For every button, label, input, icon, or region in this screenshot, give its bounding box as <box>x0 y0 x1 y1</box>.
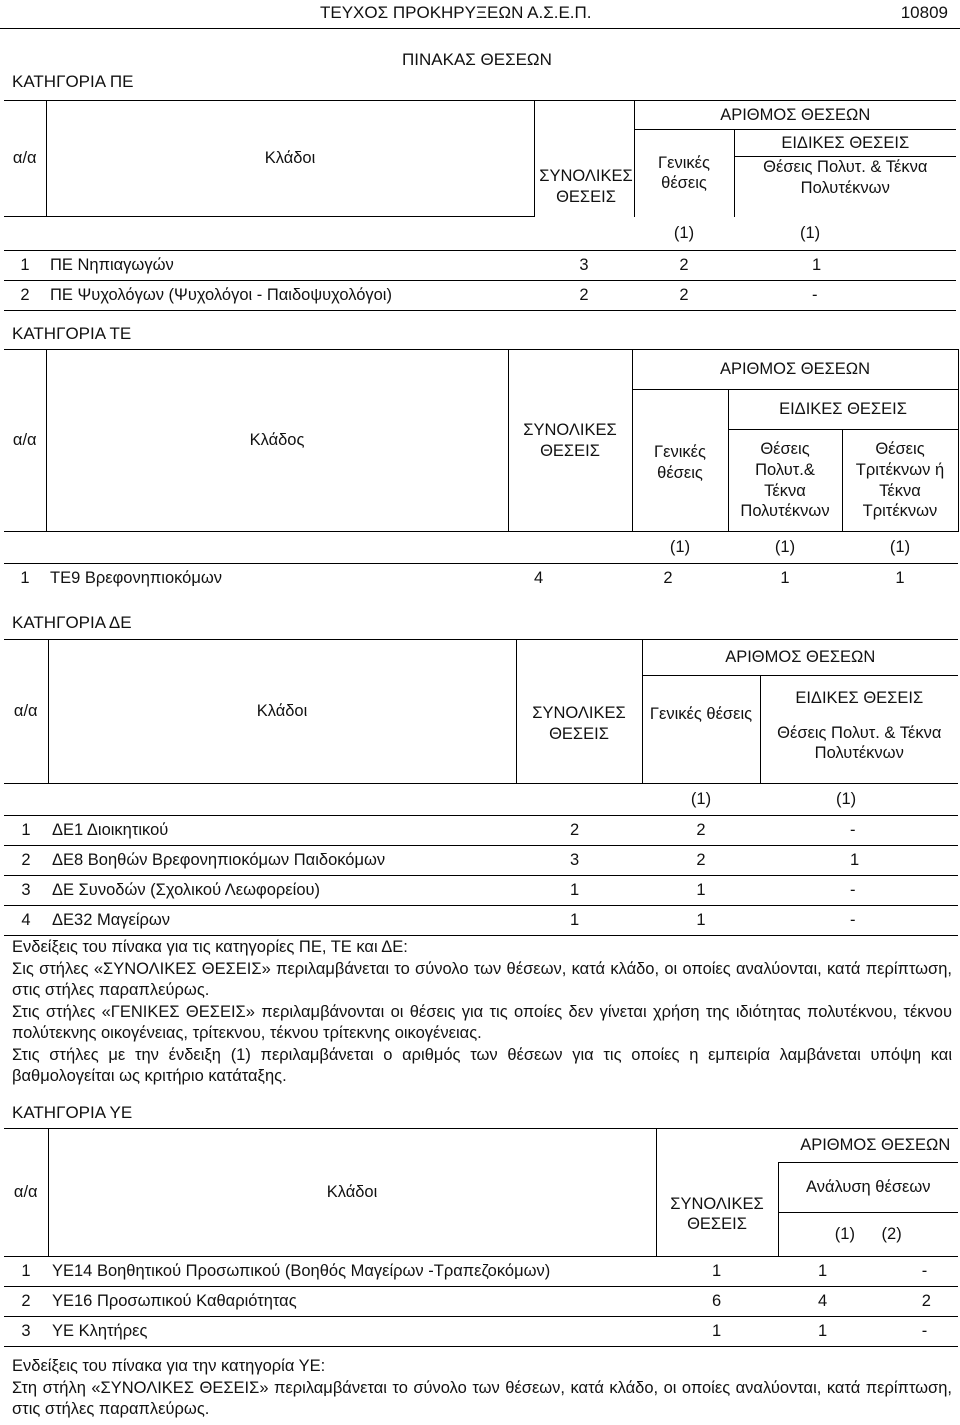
table-row: 2 ΠΕ Ψυχολόγων (Ψυχολόγοι - Παιδοψυχολόγοι) 2 2 - <box>4 281 956 311</box>
te-header-num: ΑΡΙΘΜΟΣ ΘΕΣΕΩΝ <box>632 350 958 390</box>
pe-mark-general: (1) <box>634 217 734 251</box>
table-row: 3 ΔΕ Συνοδών (Σχολικού Λεωφορείου) 1 1 - <box>4 876 958 906</box>
pe-header-general: Γενικές θέσεις <box>634 130 734 217</box>
te-header-tri: Θέσεις Τριτέκνων ή Τέκνα Τριτέκνων <box>842 430 958 532</box>
de-header-total: ΣΥΝΟΛΙΚΕΣ ΘΕΣΕΙΣ <box>516 640 642 784</box>
note-paragraph: Στις στήλες με την ένδειξη (1) περιλαμβάνεται ο αριθμός των θέσεων για τις οποίες η εμπειρία λαμβάνεται υπόψη και βαθμολογείται ως κριτήριο κατάταξης. <box>12 1045 952 1085</box>
de-header-num: ΑΡΙΘΜΟΣ ΘΕΣΕΩΝ <box>642 640 958 676</box>
category-ye-label: ΚΑΤΗΓΟΡΙΑ ΥΕ <box>12 1103 133 1122</box>
pe-header-num: ΑΡΙΘΜΟΣ ΘΕΣΕΩΝ <box>634 101 956 130</box>
note-paragraph: Στις στήλες «ΓΕΝΙΚΕΣ ΘΕΣΕΙΣ» περιλαμβάνονται οι θέσεις για τις οποίες δεν γίνεται χρήση της ιδιότητας πολυτέκνου, τέκνου πολύτεκνης οικογένειας, τρίτεκνου, τέκνου τρίτεκνης οικογένειας. <box>12 1002 952 1042</box>
table-row: 2 ΥΕ16 Προσωπικού Καθαριότητας 6 4 2 <box>4 1287 958 1317</box>
header-rule <box>0 28 960 29</box>
table-row: 1 ΥΕ14 Βοηθητικού Προσωπικού (Βοηθός Μαγείρων -Τραπεζοκόμων) 1 1 - <box>4 1257 958 1287</box>
table-row: 1 ΤΕ9 Βρεφονηπιοκόμων 4 2 1 1 <box>4 564 958 594</box>
category-de-label: ΚΑΤΗΓΟΡΙΑ ΔΕ <box>12 613 132 632</box>
page-number: 10809 <box>900 3 948 22</box>
te-mark-tri: (1) <box>889 538 911 557</box>
te-header-poly: Θέσεις Πολυτ.& Τέκνα Πολυτέκνων <box>728 430 842 532</box>
note-paragraph: Στη στήλη «ΣΥΝΟΛΙΚΕΣ ΘΕΣΕΙΣ» περιλαμβάνεται το σύνολο των θέσεων, κατά κλάδο, οι οποίες αναλύονται, κατά περίπτωση, στις στήλες παραπλεύρως. <box>12 1378 952 1418</box>
ye-mark-2: (2) <box>881 1225 902 1244</box>
ye-header-num: ΑΡΙΘΜΟΣ ΘΕΣΕΩΝ <box>656 1129 958 1163</box>
table-row: 1 ΠΕ Νηπιαγωγών 3 2 1 <box>4 251 956 281</box>
notes-ye <box>12 1356 952 1421</box>
de-mark-general: (1) <box>690 790 712 809</box>
te-header-aa: α/α <box>4 350 46 532</box>
ye-header-total: ΣΥΝΟΛΙΚΕΣ ΘΕΣΕΙΣ <box>656 1163 778 1257</box>
table-row: 1 ΔΕ1 Διοικητικού 2 2 - <box>4 816 958 846</box>
ye-header-analysis: Ανάλυση θέσεων <box>778 1163 958 1213</box>
category-pe-label: ΚΑΤΗΓΟΡΙΑ ΠΕ <box>12 72 134 91</box>
table-title: ΠΙΝΑΚΑΣ ΘΕΣΕΩΝ <box>402 50 552 69</box>
te-header-klados: Κλάδος <box>46 350 508 532</box>
de-mark-poly: (1) <box>836 790 857 809</box>
pe-header-special: ΕΙΔΙΚΕΣ ΘΕΣΕΙΣ <box>734 130 956 157</box>
de-header-klados: Κλάδοι <box>48 640 516 784</box>
te-header-total: ΣΥΝΟΛΙΚΕΣ ΘΕΣΕΙΣ <box>508 350 632 532</box>
te-header-special: ΕΙΔΙΚΕΣ ΘΕΣΕΙΣ <box>728 390 958 430</box>
pe-header-aa: α/α <box>4 101 46 217</box>
te-mark-general: (1) <box>669 538 691 557</box>
de-header-general: Γενικές θέσεις <box>642 676 760 784</box>
pe-header-klados: Κλάδοι <box>46 101 534 217</box>
journal-title: ΤΕΥΧΟΣ ΠΡΟΚΗΡΥΞΕΩΝ Α.Σ.Ε.Π. <box>320 3 592 22</box>
pe-mark-poly: (1) <box>734 217 956 251</box>
te-mark-poly: (1) <box>774 538 796 557</box>
page-header <box>0 0 960 30</box>
table-ye <box>4 1128 958 1347</box>
table-te <box>4 349 959 594</box>
pe-header-total: ΣΥΝΟΛΙΚΕΣ ΘΕΣΕΙΣ <box>539 167 633 206</box>
notes-title: Ενδείξεις του πίνακα για την κατηγορία ΥΕ: <box>12 1357 326 1375</box>
table-row: 2 ΔΕ8 Βοηθών Βρεφονηπιοκόμων Παιδοκόμων 3 2 1 <box>4 846 958 876</box>
de-header-poly: Θέσεις Πολυτ. & Τέκνα Πολυτέκνων <box>777 723 942 763</box>
notes-pe-te-de <box>12 937 952 1088</box>
ye-mark-1: (1) <box>834 1225 855 1244</box>
table-de <box>4 639 958 936</box>
de-header-special: ΕΙΔΙΚΕΣ ΘΕΣΕΙΣ <box>795 689 924 707</box>
te-header-general: Γενικές θέσεις <box>632 390 728 532</box>
ye-header-aa: α/α <box>4 1129 48 1257</box>
table-pe <box>4 100 956 311</box>
ye-header-klados: Κλάδοι <box>48 1129 656 1257</box>
pe-header-poly: Θέσεις Πολυτ. & Τέκνα Πολυτέκνων <box>734 157 956 217</box>
notes-title: Ενδείξεις του πίνακα για τις κατηγορίες ΠΕ, ΤΕ και ΔΕ: <box>12 938 408 956</box>
table-row: 3 ΥΕ Κλητήρες 1 1 - <box>4 1317 958 1347</box>
de-header-aa: α/α <box>4 640 48 784</box>
category-te-label: ΚΑΤΗΓΟΡΙΑ ΤΕ <box>12 324 132 343</box>
note-paragraph: Σις στήλες «ΣΥΝΟΛΙΚΕΣ ΘΕΣΕΙΣ» περιλαμβάνεται το σύνολο των θέσεων, κατά κλάδο, οι οποίες αναλύονται, κατά περίπτωση, στις στήλες παραπλεύρως. <box>12 959 952 999</box>
table-row: 4 ΔΕ32 Μαγείρων 1 1 - <box>4 906 958 936</box>
